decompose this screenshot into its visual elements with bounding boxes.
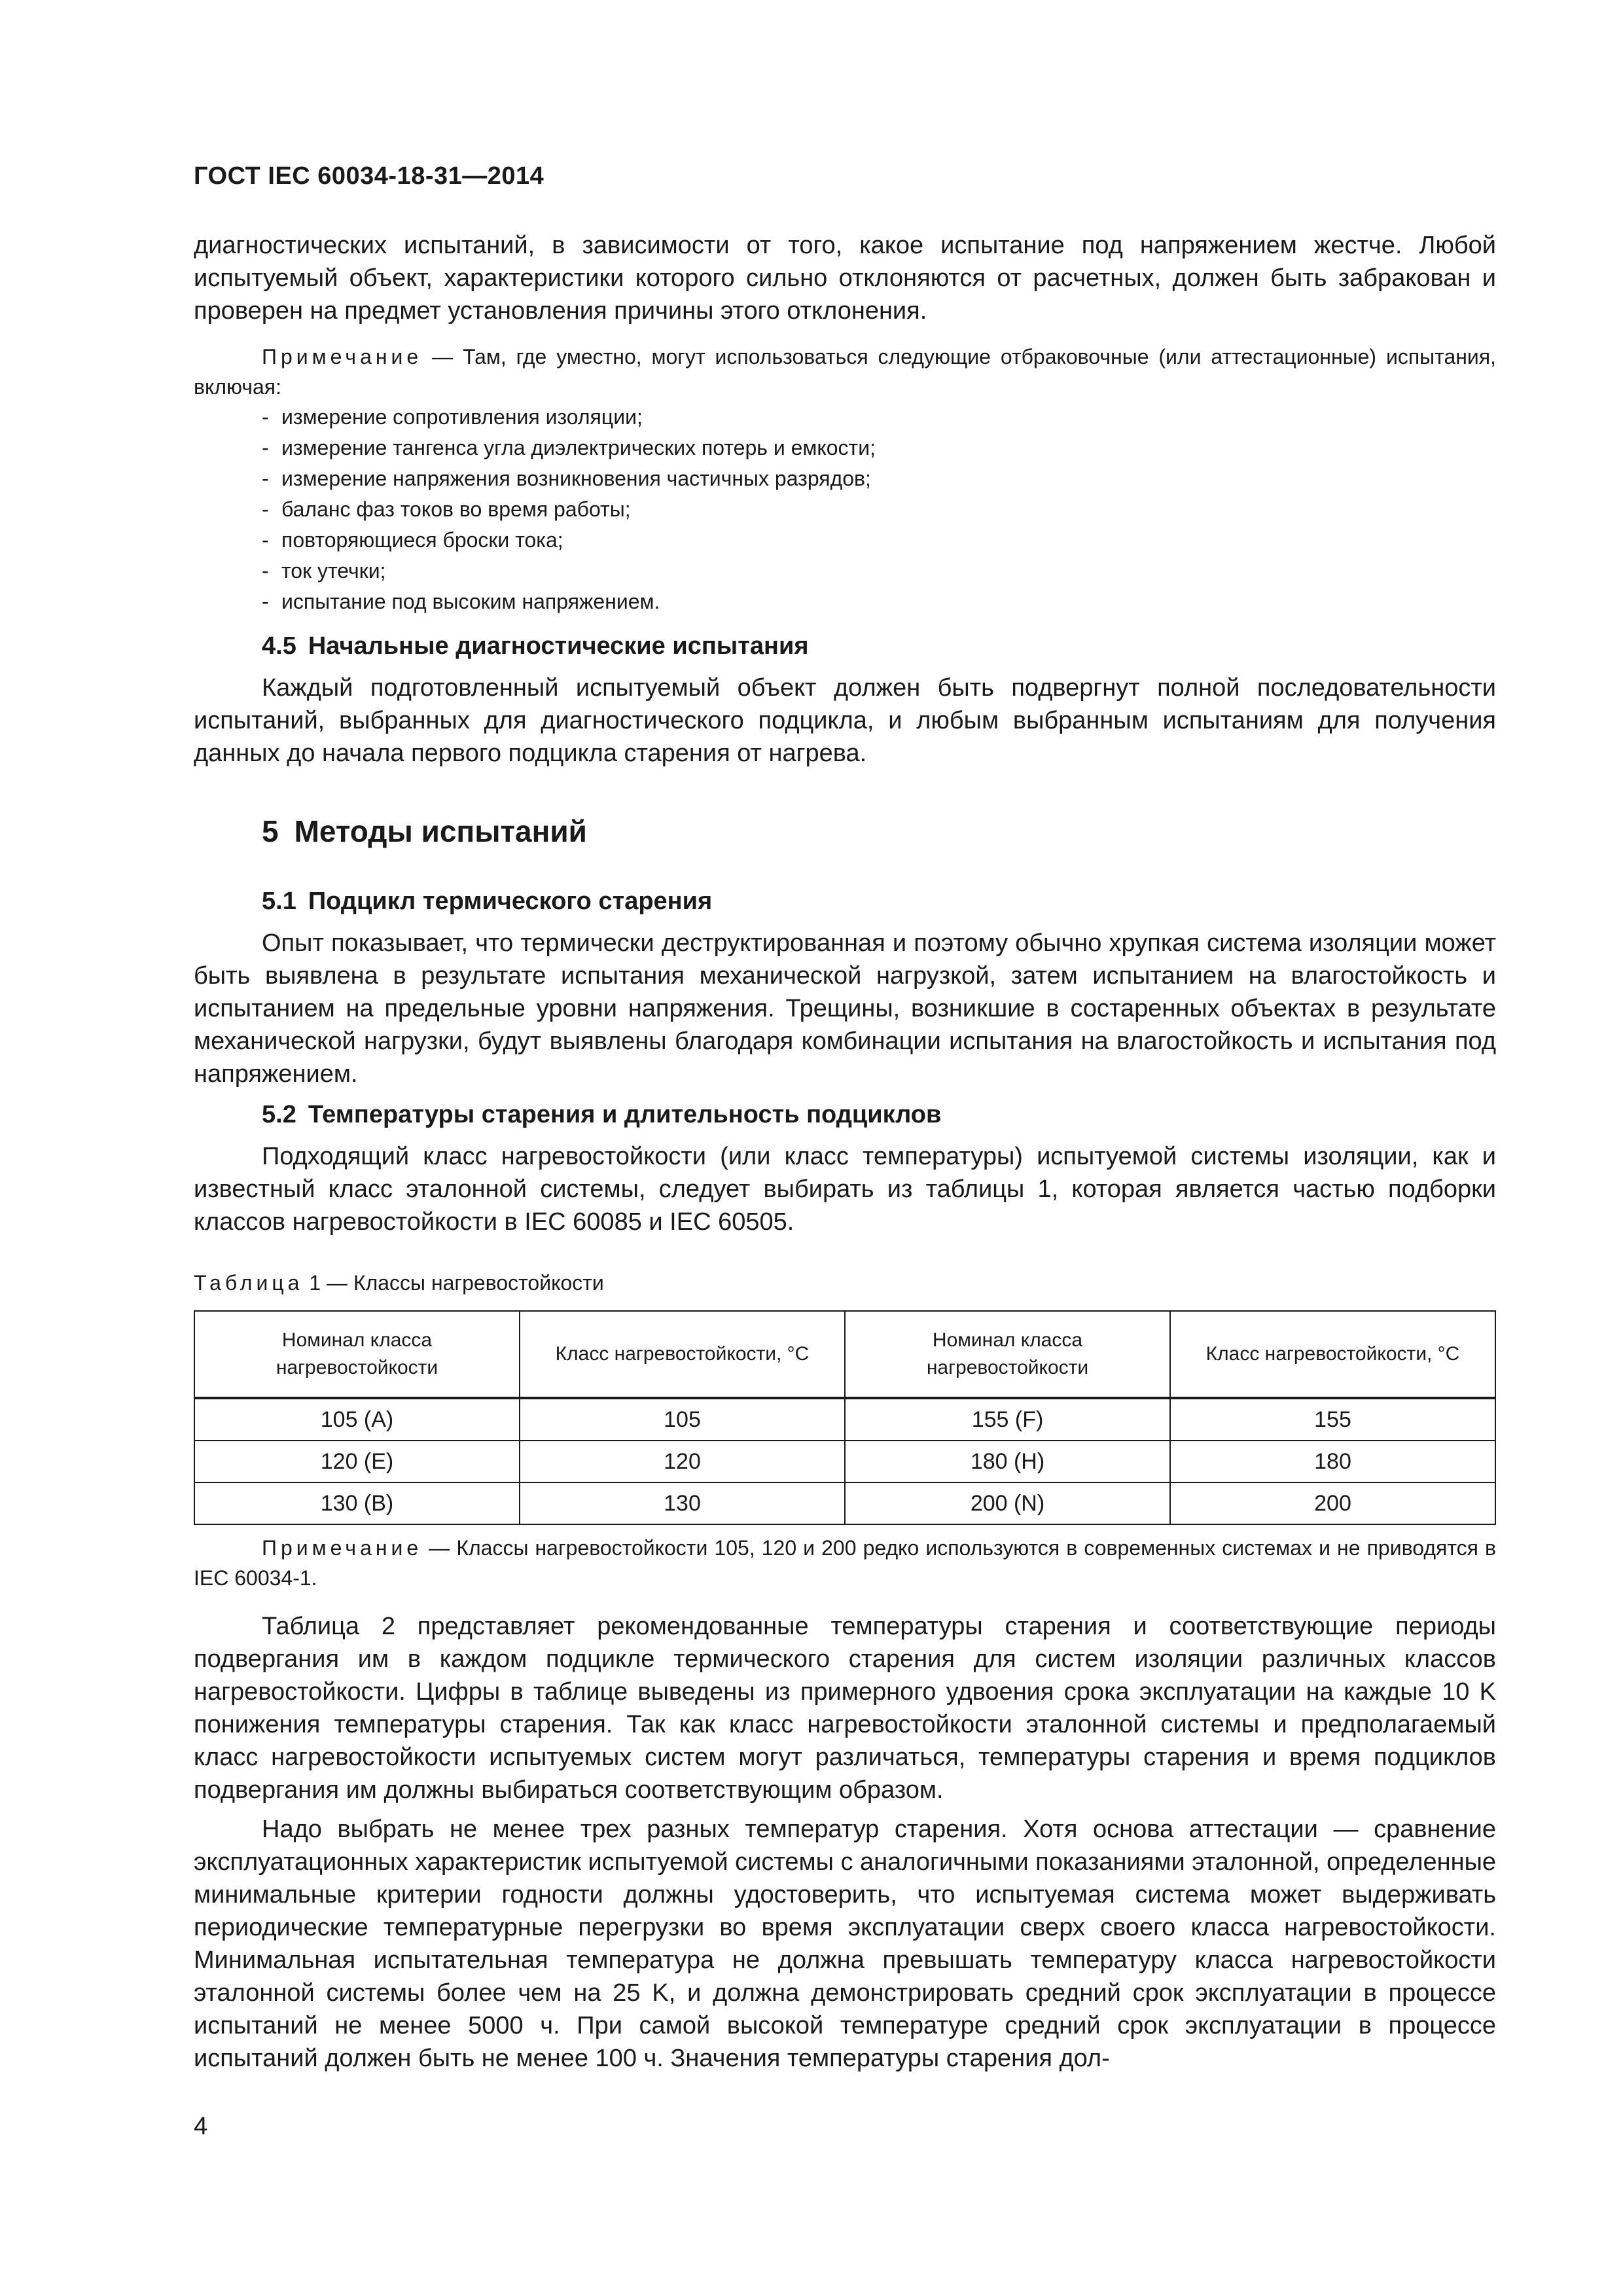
note-1-label: Примечание: [262, 345, 423, 368]
section-4-5-text: Каждый подготовленный испытуемый объект должен быть подвергнут полной последовательности испытаний, выбранных для диагностического подцикла, и любым выбранным испытаниям для получения данных до начала первого подцикла старения от нагрева.: [194, 674, 1496, 767]
section-5-heading: 5 Методы испытаний: [262, 814, 587, 848]
list-item: - испытание под высоким напряжением.: [194, 586, 1496, 617]
list-item: - ток утечки;: [194, 556, 1496, 586]
table-header-cell: Номинал класса нагревостойкости: [845, 1311, 1170, 1398]
document-code-header: ГОСТ IEC 60034-18-31—2014: [194, 162, 544, 190]
section-5-2-text: Подходящий класс нагревостойкости (или класс температуры) испытуемой системы изоляции, как и известный класс эталонной системы, следует выбирать из таблицы 1, которая является частью подборки классов нагревостойкости в IEC 60085 и IEC 60505.: [194, 1143, 1496, 1236]
table-cell: 105 (A): [194, 1398, 520, 1441]
table-cell: 180 (H): [845, 1441, 1170, 1482]
section-5-2: [194, 1098, 1496, 1238]
intro-paragraph: диагностических испытаний, в зависимости от того, какое испытание под напряжением жестче. Любой испытуемый объект, характеристики которого сильно отклоняются от расчетных, должен быть забракован и проверен на предмет установления причины этого отклонения.: [194, 232, 1496, 325]
list-item: - измерение сопротивления изоляции;: [194, 402, 1496, 433]
page-number: 4: [194, 2113, 208, 2140]
note-1: [194, 342, 1496, 617]
section-5-2-heading: 5.2 Температуры старения и длительность подциклов: [262, 1101, 942, 1128]
table-cell: 155: [1170, 1398, 1495, 1441]
table-1-caption-text: 1 — Классы нагревостойкости: [303, 1271, 604, 1295]
table-1-caption-label: Таблица: [194, 1271, 304, 1295]
note-1-text: [194, 342, 1496, 402]
table-cell: 105: [520, 1398, 845, 1441]
intro-paragraph-block: [194, 229, 1496, 327]
heat-class-table: [194, 1310, 1496, 1525]
section-4-5: [194, 630, 1496, 770]
table-header-cell: Класс нагревостойкости, °С: [1170, 1311, 1495, 1398]
note-1-list: [194, 402, 1496, 617]
section-5-1-heading: 5.1 Подцикл термического старения: [262, 888, 713, 915]
aging-temperatures-paragraph: Надо выбрать не менее трех разных температур старения. Хотя основа аттестации — сравнение эксплуатационных характеристик испытуемой системы с аналогичными показаниями эталонной, определенные минимальные критерии годности должны удостоверить, что испытуемая система может выдерживать периодические температурные перегрузки во время эксплуатации сверх своего класса нагревостойкости. Минимальная испытательная температура не должна превышать температуру класса нагревостойкости эталонной системы более чем на 25 K, и должна демонстрировать средний срок эксплуатации в процессе испытаний не менее 5000 ч. При самой высокой температуре средний срок эксплуатации в процессе испытаний должен быть не менее 100 ч. Значения температуры старения дол-: [194, 1816, 1497, 2072]
list-item: - баланс фаз токов во время работы;: [194, 494, 1496, 525]
table-header-cell: Класс нагревостойкости, °С: [520, 1311, 845, 1398]
table-cell: 180: [1170, 1441, 1495, 1482]
table-cell: 120 (E): [194, 1441, 520, 1482]
table-row: [194, 1441, 1495, 1482]
section-4-5-heading: 4.5 Начальные диагностические испытания: [262, 632, 809, 660]
table-row: [194, 1398, 1495, 1441]
table-cell: 200 (N): [845, 1482, 1170, 1524]
table-1-caption: [194, 1270, 1496, 1296]
table-header-cell: Номинал класса нагревостойкости: [194, 1311, 520, 1398]
table-cell: 130 (B): [194, 1482, 520, 1524]
table-row: [194, 1482, 1495, 1524]
table-cell: 200: [1170, 1482, 1495, 1524]
table-cell: 130: [520, 1482, 845, 1524]
body-paragraphs: [194, 1610, 1496, 2075]
section-5-1: [194, 885, 1496, 1090]
note-2: [194, 1533, 1496, 1593]
list-item: - повторяющиеся броски тока;: [194, 525, 1496, 556]
table-1: [194, 1310, 1496, 1525]
table-cell: 155 (F): [845, 1398, 1170, 1441]
section-5: [194, 812, 1496, 851]
section-5-1-text: Опыт показывает, что термически деструктированная и поэтому обычно хрупкая система изоляции может быть выявлена в результате испытания механической нагрузкой, затем испытанием на влагостойкость и испытанием на предельные уровни напряжения. Трещины, возникшие в состаренных объектах в результате механической нагрузки, будут выявлены благодаря комбинации испытания на влагостойкость и испытания под напряжением.: [194, 929, 1496, 1088]
note-1-body: — Там, где уместно, могут использоваться следующие отбраковочные (или аттестационные) испытания, включая:: [194, 345, 1496, 399]
list-item: - измерение напряжения возникновения частичных разрядов;: [194, 463, 1496, 494]
table-2-paragraph: Таблица 2 представляет рекомендованные температуры старения и соответствующие периоды подвергания им в каждом подцикле термического старения для систем изоляции различных классов нагревостойкости. Цифры в таблице выведены из примерного удвоения срока эксплуатации на каждые 10 K понижения температуры старения. Так как класс нагревостойкости эталонной системы и предполагаемый класс нагревостойкости испытуемых систем могут различаться, температуры старения и время подциклов подвергания им должны выбираться соответствующим образом.: [194, 1613, 1496, 1804]
table-header-row: [194, 1311, 1495, 1398]
note-2-label: Примечание: [262, 1536, 423, 1560]
note-2-text: [194, 1533, 1496, 1593]
table-cell: 120: [520, 1441, 845, 1482]
list-item: - измерение тангенса угла диэлектрических потерь и емкости;: [194, 433, 1496, 463]
note-2-body: — Классы нагревостойкости 105, 120 и 200 редко используются в современных системах и не приводятся в IEC 60034-1.: [194, 1536, 1496, 1590]
